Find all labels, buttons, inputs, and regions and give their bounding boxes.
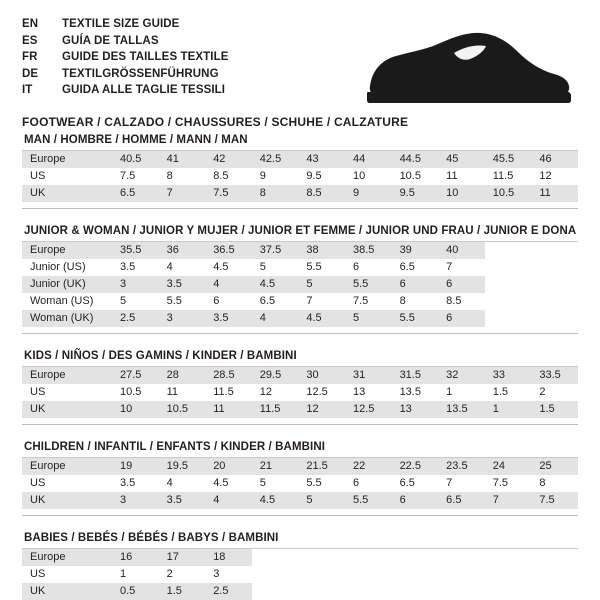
size-cell: 44.5 bbox=[392, 151, 439, 168]
row-label: Europe bbox=[22, 151, 112, 168]
size-cell: 44 bbox=[345, 151, 392, 168]
size-table-body bbox=[22, 549, 578, 600]
size-cell: 13.5 bbox=[399, 386, 421, 398]
size-block-babies bbox=[22, 532, 578, 600]
size-cell: 3 bbox=[213, 568, 220, 580]
size-cell: 5 bbox=[259, 477, 266, 489]
table-row bbox=[22, 293, 578, 310]
size-cell: 21.5 bbox=[298, 458, 345, 475]
row-label: Europe bbox=[22, 367, 112, 384]
size-cell: 1 bbox=[446, 386, 453, 398]
size-cell bbox=[298, 566, 345, 583]
size-cell: 31 bbox=[345, 367, 392, 384]
size-cell: 6.5 bbox=[399, 261, 415, 273]
size-cell: 12 bbox=[539, 170, 552, 182]
size-cell: 43 bbox=[298, 151, 345, 168]
size-cell: 6.5 bbox=[259, 295, 276, 307]
size-cell bbox=[345, 583, 392, 600]
size-cell: 7 bbox=[306, 295, 313, 307]
size-cell: 3 bbox=[159, 310, 206, 327]
size-cell: 6 bbox=[392, 492, 439, 509]
size-table bbox=[22, 367, 578, 418]
language-title: GUIDA ALLE TAGLIE TESSILI bbox=[62, 84, 226, 96]
row-label: Europe bbox=[22, 549, 112, 566]
row-label: Junior (US) bbox=[30, 261, 86, 273]
size-cell: 6 bbox=[213, 295, 220, 307]
size-cell bbox=[438, 549, 485, 566]
size-cell: 30 bbox=[298, 367, 345, 384]
size-cell: 5.5 bbox=[345, 276, 392, 293]
language-title-list bbox=[22, 18, 229, 101]
size-cell: 3 bbox=[112, 492, 159, 509]
size-cell: 5.5 bbox=[306, 477, 322, 489]
size-cell bbox=[252, 566, 299, 583]
table-row bbox=[22, 168, 578, 185]
size-block-man bbox=[22, 134, 578, 209]
size-cell: 3.5 bbox=[120, 261, 136, 273]
size-cell: 6.5 bbox=[399, 477, 415, 489]
size-cell: 11 bbox=[166, 386, 179, 398]
size-cell bbox=[485, 566, 532, 583]
size-cell: 2 bbox=[539, 386, 546, 398]
size-cell: 10 bbox=[352, 170, 366, 182]
size-cell: 13 bbox=[352, 386, 366, 398]
size-cell: 10.5 bbox=[399, 170, 421, 182]
language-row bbox=[22, 18, 229, 35]
language-row bbox=[22, 51, 229, 68]
size-cell: 10.5 bbox=[159, 401, 206, 418]
size-cell: 6.5 bbox=[112, 185, 159, 202]
row-label: US bbox=[30, 568, 46, 580]
size-cell: 12.5 bbox=[306, 386, 328, 398]
size-cell bbox=[531, 310, 578, 327]
size-cell: 11.5 bbox=[213, 386, 234, 398]
size-cell bbox=[252, 549, 299, 566]
language-title-list-body bbox=[22, 18, 229, 101]
size-cell: 0.5 bbox=[112, 583, 159, 600]
size-cell: 9.5 bbox=[392, 185, 439, 202]
size-cell bbox=[438, 583, 485, 600]
table-row bbox=[22, 475, 578, 492]
size-cell: 38 bbox=[298, 242, 345, 259]
size-cell: 11.5 bbox=[252, 401, 299, 418]
size-cell: 11 bbox=[205, 401, 252, 418]
size-cell: 42.5 bbox=[252, 151, 299, 168]
size-cell: 6.5 bbox=[438, 492, 485, 509]
row-label: US bbox=[30, 477, 46, 489]
size-cell: 42 bbox=[205, 151, 252, 168]
size-cell: 5.5 bbox=[345, 492, 392, 509]
size-cell bbox=[438, 566, 485, 583]
table-row bbox=[22, 310, 578, 327]
language-title: TEXTILGRÖSSENFÜHRUNG bbox=[62, 67, 219, 80]
size-cell: 12 bbox=[298, 401, 345, 418]
size-cell: 1.5 bbox=[492, 386, 509, 398]
size-cell: 23.5 bbox=[438, 458, 485, 475]
size-cell: 16 bbox=[112, 549, 159, 566]
size-cell: 8 bbox=[539, 477, 546, 489]
size-cell bbox=[298, 549, 345, 566]
language-title: GUÍA DE TALLAS bbox=[62, 34, 159, 47]
size-cell: 5.5 bbox=[306, 261, 322, 273]
size-cell: 36.5 bbox=[205, 242, 252, 259]
language-title: GUIDE DES TAILLES TEXTILE bbox=[62, 51, 229, 63]
size-cell: 21 bbox=[252, 458, 299, 475]
size-cell: 4 bbox=[166, 477, 173, 489]
language-code: FR bbox=[22, 51, 38, 63]
table-row bbox=[22, 276, 578, 293]
size-cell: 35.5 bbox=[112, 242, 159, 259]
dress-shoe-icon bbox=[362, 30, 572, 106]
table-row bbox=[22, 242, 578, 259]
language-row bbox=[22, 35, 229, 52]
size-cell bbox=[485, 549, 532, 566]
document-header bbox=[22, 18, 578, 129]
size-cell: 1 bbox=[120, 568, 127, 580]
block-title: KIDS / NIÑOS / DES GAMINS / KINDER / BAMBINI bbox=[24, 350, 297, 362]
size-cell: 7.5 bbox=[205, 185, 252, 202]
size-cell: 40.5 bbox=[112, 151, 159, 168]
size-cell: 27.5 bbox=[112, 367, 159, 384]
table-row bbox=[22, 549, 578, 566]
size-cell: 24 bbox=[485, 458, 532, 475]
table-row bbox=[22, 259, 578, 276]
size-cell bbox=[531, 566, 578, 583]
size-cell: 8.5 bbox=[298, 185, 345, 202]
size-cell: 22.5 bbox=[392, 458, 439, 475]
size-cell: 3.5 bbox=[159, 492, 206, 509]
size-cell: 6 bbox=[392, 276, 439, 293]
row-label: UK bbox=[22, 492, 112, 509]
size-cell: 5 bbox=[120, 295, 127, 307]
size-table-body bbox=[22, 458, 578, 509]
size-cell: 7 bbox=[446, 477, 453, 489]
size-cell: 8 bbox=[166, 170, 173, 182]
size-cell bbox=[531, 293, 578, 310]
size-cell bbox=[531, 242, 578, 259]
block-title: BABIES / BEBÉS / BÉBÉS / BABYS / BAMBINI bbox=[24, 532, 279, 544]
row-label: Junior (UK) bbox=[22, 276, 112, 293]
size-cell bbox=[485, 310, 532, 327]
size-cell: 9 bbox=[259, 170, 266, 182]
size-cell: 11 bbox=[446, 170, 458, 182]
size-cell: 29.5 bbox=[252, 367, 299, 384]
size-cell: 4.5 bbox=[252, 492, 299, 509]
table-row bbox=[22, 185, 578, 202]
language-row bbox=[22, 68, 229, 85]
size-cell: 4 bbox=[205, 492, 252, 509]
size-cell: 5 bbox=[298, 276, 345, 293]
size-block-kids bbox=[22, 350, 578, 425]
size-cell: 13 bbox=[392, 401, 439, 418]
size-cell: 6 bbox=[352, 261, 360, 273]
size-block-junior-woman bbox=[22, 225, 578, 334]
size-table-body bbox=[22, 242, 578, 327]
size-cell: 10 bbox=[438, 185, 485, 202]
size-cell: 10 bbox=[112, 401, 159, 418]
size-cell: 8.5 bbox=[213, 170, 229, 182]
language-code: IT bbox=[22, 84, 33, 96]
language-code: EN bbox=[22, 18, 39, 30]
size-cell: 5.5 bbox=[392, 310, 439, 327]
size-cell: 4.5 bbox=[213, 261, 229, 273]
size-cell: 8.5 bbox=[446, 295, 462, 307]
row-label: Woman (UK) bbox=[22, 310, 112, 327]
size-cell: 10.5 bbox=[485, 185, 532, 202]
table-row bbox=[22, 151, 578, 168]
divider bbox=[22, 515, 578, 516]
table-row bbox=[22, 401, 578, 418]
row-label: US bbox=[30, 386, 46, 398]
size-cell: 8 bbox=[399, 295, 406, 307]
size-cell bbox=[485, 293, 532, 310]
size-cell: 6 bbox=[438, 276, 485, 293]
table-row bbox=[22, 583, 578, 600]
size-cell: 3 bbox=[112, 276, 159, 293]
size-cell: 1.5 bbox=[159, 583, 206, 600]
size-cell: 3.5 bbox=[205, 310, 252, 327]
size-cell: 18 bbox=[205, 549, 252, 566]
block-title: MAN / HOMBRE / HOMME / MANN / MAN bbox=[24, 134, 248, 146]
size-cell: 4 bbox=[252, 310, 299, 327]
row-label: UK bbox=[22, 401, 112, 418]
table-row bbox=[22, 384, 578, 401]
size-cell: 45.5 bbox=[485, 151, 532, 168]
size-cell: 2.5 bbox=[112, 310, 159, 327]
size-cell: 4.5 bbox=[298, 310, 345, 327]
size-cell: 3.5 bbox=[159, 276, 206, 293]
size-cell: 7.5 bbox=[492, 477, 509, 489]
size-cell: 2.5 bbox=[205, 583, 252, 600]
size-cell: 11.5 bbox=[492, 170, 514, 182]
size-cell: 2 bbox=[166, 568, 173, 580]
row-label: Woman (US) bbox=[30, 295, 94, 307]
language-row bbox=[22, 84, 229, 101]
size-table bbox=[22, 458, 578, 509]
size-cell: 32 bbox=[438, 367, 485, 384]
size-cell bbox=[485, 583, 532, 600]
category-heading: FOOTWEAR / CALZADO / CHAUSSURES / SCHUHE / CALZATURE bbox=[22, 114, 409, 129]
divider bbox=[22, 208, 578, 209]
size-cell bbox=[252, 583, 299, 600]
size-table bbox=[22, 242, 578, 327]
size-cell bbox=[392, 549, 439, 566]
size-cell: 17 bbox=[159, 549, 206, 566]
table-row bbox=[22, 458, 578, 475]
size-cell: 25 bbox=[531, 458, 578, 475]
size-cell: 12.5 bbox=[345, 401, 392, 418]
size-cell: 6 bbox=[352, 477, 360, 489]
size-cell: 11 bbox=[531, 185, 578, 202]
size-cell: 20 bbox=[205, 458, 252, 475]
size-cell: 5 bbox=[345, 310, 392, 327]
size-cell bbox=[298, 583, 345, 600]
size-cell: 28.5 bbox=[205, 367, 252, 384]
size-cell bbox=[485, 276, 532, 293]
size-cell: 7.5 bbox=[120, 170, 136, 182]
size-cell: 4 bbox=[205, 276, 252, 293]
size-cell: 46 bbox=[531, 151, 578, 168]
size-cell: 10.5 bbox=[120, 386, 142, 398]
size-cell: 36 bbox=[159, 242, 206, 259]
size-cell bbox=[531, 549, 578, 566]
table-row bbox=[22, 566, 578, 583]
row-label: UK bbox=[22, 185, 112, 202]
size-cell: 12 bbox=[259, 386, 273, 398]
language-title: TEXTILE SIZE GUIDE bbox=[62, 18, 180, 30]
size-cell: 13.5 bbox=[438, 401, 485, 418]
size-cell: 4.5 bbox=[213, 477, 229, 489]
size-cell: 5.5 bbox=[166, 295, 182, 307]
table-row bbox=[22, 492, 578, 509]
row-label: US bbox=[30, 170, 46, 182]
size-block-children bbox=[22, 441, 578, 516]
size-cell: 4.5 bbox=[252, 276, 299, 293]
size-cell: 37.5 bbox=[252, 242, 299, 259]
size-cell: 9.5 bbox=[306, 170, 322, 182]
language-code: ES bbox=[22, 34, 38, 47]
size-cell bbox=[345, 549, 392, 566]
size-cell: 33 bbox=[485, 367, 532, 384]
size-cell bbox=[531, 259, 578, 276]
size-cell: 19.5 bbox=[159, 458, 206, 475]
size-cell: 9 bbox=[345, 185, 392, 202]
size-cell bbox=[485, 242, 532, 259]
size-cell: 45 bbox=[438, 151, 485, 168]
size-cell: 4 bbox=[166, 261, 173, 273]
size-table-body bbox=[22, 367, 578, 418]
size-cell bbox=[485, 259, 532, 276]
size-cell: 1 bbox=[485, 401, 532, 418]
size-table bbox=[22, 151, 578, 202]
size-cell: 31.5 bbox=[392, 367, 439, 384]
size-cell: 7.5 bbox=[531, 492, 578, 509]
size-cell: 5 bbox=[298, 492, 345, 509]
size-cell: 7 bbox=[446, 261, 453, 273]
size-cell: 8 bbox=[252, 185, 299, 202]
size-cell: 22 bbox=[345, 458, 392, 475]
size-cell bbox=[345, 566, 392, 583]
size-cell: 40 bbox=[438, 242, 485, 259]
size-cell: 38.5 bbox=[345, 242, 392, 259]
size-cell: 1.5 bbox=[531, 401, 578, 418]
size-cell: 7.5 bbox=[352, 295, 369, 307]
size-cell: 39 bbox=[392, 242, 439, 259]
size-cell bbox=[531, 276, 578, 293]
size-cell: 33.5 bbox=[531, 367, 578, 384]
divider bbox=[22, 424, 578, 425]
size-cell bbox=[531, 583, 578, 600]
row-label: Europe bbox=[22, 242, 112, 259]
size-cell: 3.5 bbox=[120, 477, 136, 489]
size-cell: 19 bbox=[112, 458, 159, 475]
size-table bbox=[22, 549, 578, 600]
size-cell bbox=[392, 566, 439, 583]
size-cell bbox=[392, 583, 439, 600]
divider bbox=[22, 333, 578, 334]
size-cell: 7 bbox=[485, 492, 532, 509]
size-table-body bbox=[22, 151, 578, 202]
row-label: UK bbox=[22, 583, 112, 600]
size-cell: 7 bbox=[159, 185, 206, 202]
size-cell: 6 bbox=[438, 310, 485, 327]
table-row bbox=[22, 367, 578, 384]
row-label: Europe bbox=[22, 458, 112, 475]
block-title: JUNIOR & WOMAN / JUNIOR Y MUJER / JUNIOR ET FEMME / JUNIOR UND FRAU / JUNIOR E DONA bbox=[24, 225, 577, 237]
size-cell: 41 bbox=[159, 151, 206, 168]
size-cell: 5 bbox=[259, 261, 266, 273]
language-code: DE bbox=[22, 67, 39, 80]
size-cell: 28 bbox=[159, 367, 206, 384]
block-title: CHILDREN / INFANTIL / ENFANTS / KINDER / BAMBINI bbox=[24, 441, 326, 453]
